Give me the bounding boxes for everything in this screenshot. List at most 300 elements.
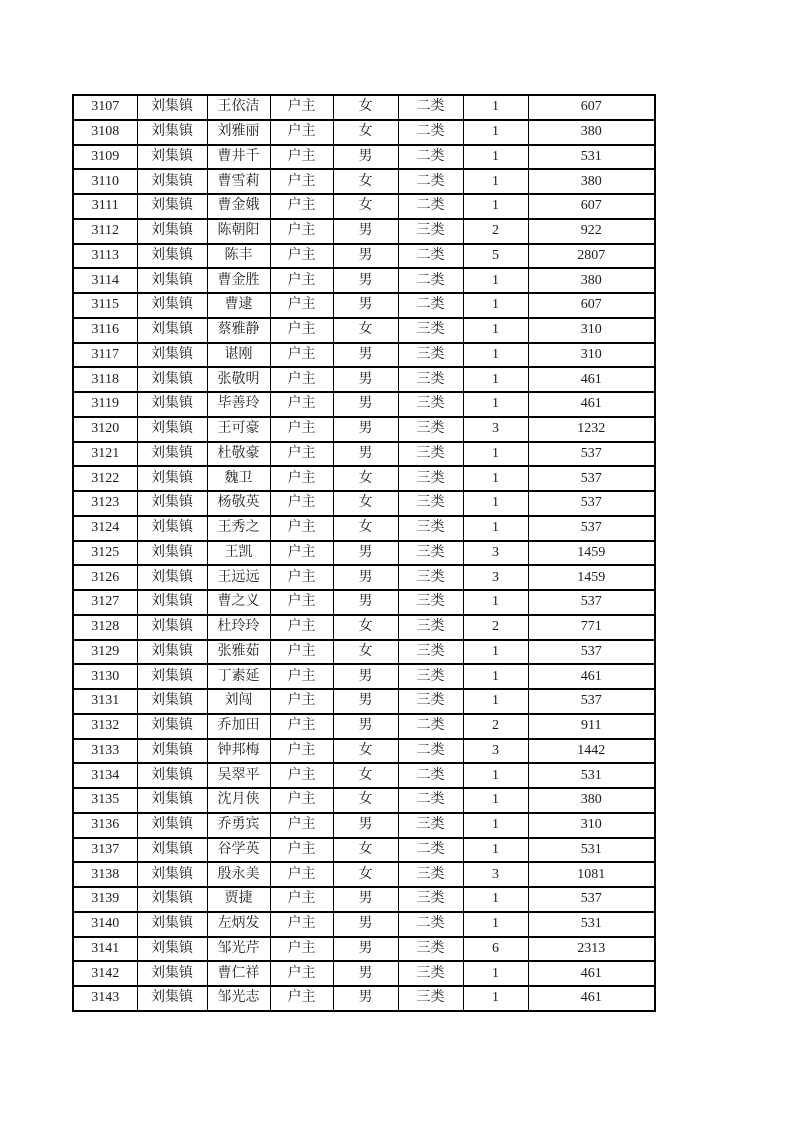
cell-relation: 户主	[270, 169, 333, 194]
cell-person-count: 1	[463, 912, 528, 937]
cell-gender: 女	[333, 466, 398, 491]
cell-person-name: 乔勇宾	[207, 813, 270, 838]
cell-person-name: 陈朝阳	[207, 219, 270, 244]
cell-person-count: 3	[463, 862, 528, 887]
cell-amount: 310	[528, 343, 655, 368]
cell-relation: 户主	[270, 466, 333, 491]
cell-category: 三类	[398, 813, 463, 838]
cell-person-count: 1	[463, 268, 528, 293]
table-row	[73, 145, 655, 170]
cell-serial-number: 3123	[73, 491, 137, 516]
cell-person-name: 杜玲玲	[207, 615, 270, 640]
cell-amount: 461	[528, 664, 655, 689]
cell-amount: 537	[528, 689, 655, 714]
cell-serial-number: 3129	[73, 640, 137, 665]
cell-category: 二类	[398, 788, 463, 813]
cell-category: 二类	[398, 120, 463, 145]
cell-serial-number: 3127	[73, 590, 137, 615]
cell-serial-number: 3138	[73, 862, 137, 887]
cell-person-name: 丁素延	[207, 664, 270, 689]
cell-town: 刘集镇	[137, 664, 207, 689]
cell-category: 三类	[398, 318, 463, 343]
cell-relation: 户主	[270, 640, 333, 665]
cell-person-name: 王秀之	[207, 516, 270, 541]
cell-category: 三类	[398, 541, 463, 566]
cell-person-count: 1	[463, 169, 528, 194]
cell-serial-number: 3115	[73, 293, 137, 318]
cell-relation: 户主	[270, 565, 333, 590]
cell-category: 二类	[398, 194, 463, 219]
cell-town: 刘集镇	[137, 813, 207, 838]
cell-person-name: 蔡雅静	[207, 318, 270, 343]
cell-person-count: 1	[463, 516, 528, 541]
cell-gender: 男	[333, 244, 398, 269]
cell-person-count: 1	[463, 961, 528, 986]
cell-serial-number: 3113	[73, 244, 137, 269]
cell-person-count: 1	[463, 788, 528, 813]
cell-person-name: 殷永美	[207, 862, 270, 887]
cell-gender: 男	[333, 813, 398, 838]
cell-person-count: 1	[463, 590, 528, 615]
cell-relation: 户主	[270, 788, 333, 813]
cell-category: 二类	[398, 838, 463, 863]
cell-person-count: 1	[463, 838, 528, 863]
cell-category: 三类	[398, 590, 463, 615]
cell-serial-number: 3112	[73, 219, 137, 244]
cell-serial-number: 3111	[73, 194, 137, 219]
cell-relation: 户主	[270, 862, 333, 887]
table-body	[73, 95, 655, 1011]
cell-gender: 女	[333, 838, 398, 863]
cell-person-name: 王依洁	[207, 95, 270, 120]
cell-amount: 461	[528, 367, 655, 392]
cell-relation: 户主	[270, 120, 333, 145]
cell-category: 二类	[398, 912, 463, 937]
cell-relation: 户主	[270, 244, 333, 269]
cell-category: 二类	[398, 739, 463, 764]
cell-person-count: 1	[463, 491, 528, 516]
cell-amount: 2313	[528, 937, 655, 962]
cell-gender: 女	[333, 95, 398, 120]
cell-gender: 女	[333, 862, 398, 887]
table-row	[73, 392, 655, 417]
cell-town: 刘集镇	[137, 95, 207, 120]
cell-person-count: 6	[463, 937, 528, 962]
cell-serial-number: 3110	[73, 169, 137, 194]
cell-category: 三类	[398, 219, 463, 244]
cell-relation: 户主	[270, 887, 333, 912]
cell-gender: 男	[333, 937, 398, 962]
cell-category: 三类	[398, 491, 463, 516]
cell-town: 刘集镇	[137, 763, 207, 788]
cell-gender: 男	[333, 565, 398, 590]
table-row	[73, 640, 655, 665]
cell-gender: 男	[333, 392, 398, 417]
table-row	[73, 862, 655, 887]
cell-person-count: 3	[463, 739, 528, 764]
table-row	[73, 120, 655, 145]
cell-relation: 户主	[270, 590, 333, 615]
table-row	[73, 689, 655, 714]
cell-amount: 537	[528, 640, 655, 665]
table-row	[73, 739, 655, 764]
cell-category: 三类	[398, 392, 463, 417]
cell-town: 刘集镇	[137, 838, 207, 863]
cell-person-name: 曹之义	[207, 590, 270, 615]
cell-serial-number: 3120	[73, 417, 137, 442]
cell-amount: 1081	[528, 862, 655, 887]
cell-town: 刘集镇	[137, 788, 207, 813]
cell-person-name: 乔加田	[207, 714, 270, 739]
cell-relation: 户主	[270, 615, 333, 640]
cell-category: 三类	[398, 862, 463, 887]
cell-serial-number: 3134	[73, 763, 137, 788]
cell-category: 二类	[398, 169, 463, 194]
cell-amount: 380	[528, 268, 655, 293]
cell-amount: 531	[528, 763, 655, 788]
cell-person-name: 张雅茹	[207, 640, 270, 665]
cell-serial-number: 3139	[73, 887, 137, 912]
cell-person-count: 1	[463, 887, 528, 912]
cell-category: 三类	[398, 565, 463, 590]
cell-relation: 户主	[270, 664, 333, 689]
cell-person-count: 1	[463, 343, 528, 368]
cell-gender: 女	[333, 169, 398, 194]
cell-gender: 男	[333, 714, 398, 739]
cell-serial-number: 3119	[73, 392, 137, 417]
table-row	[73, 318, 655, 343]
cell-serial-number: 3143	[73, 986, 137, 1011]
cell-person-name: 张敬明	[207, 367, 270, 392]
table-row	[73, 194, 655, 219]
cell-town: 刘集镇	[137, 343, 207, 368]
cell-serial-number: 3107	[73, 95, 137, 120]
cell-relation: 户主	[270, 219, 333, 244]
cell-gender: 男	[333, 541, 398, 566]
cell-town: 刘集镇	[137, 862, 207, 887]
cell-person-count: 1	[463, 95, 528, 120]
cell-serial-number: 3132	[73, 714, 137, 739]
cell-amount: 310	[528, 813, 655, 838]
cell-person-count: 1	[463, 986, 528, 1011]
cell-amount: 2807	[528, 244, 655, 269]
cell-category: 三类	[398, 343, 463, 368]
cell-serial-number: 3118	[73, 367, 137, 392]
cell-person-count: 1	[463, 640, 528, 665]
cell-gender: 女	[333, 318, 398, 343]
cell-amount: 922	[528, 219, 655, 244]
cell-person-name: 刘闯	[207, 689, 270, 714]
cell-person-count: 1	[463, 813, 528, 838]
cell-person-name: 王远远	[207, 565, 270, 590]
cell-person-name: 魏卫	[207, 466, 270, 491]
cell-town: 刘集镇	[137, 912, 207, 937]
cell-person-count: 3	[463, 565, 528, 590]
cell-person-name: 谌刚	[207, 343, 270, 368]
cell-relation: 户主	[270, 714, 333, 739]
cell-gender: 男	[333, 961, 398, 986]
cell-category: 三类	[398, 442, 463, 467]
cell-category: 三类	[398, 937, 463, 962]
cell-person-name: 王凯	[207, 541, 270, 566]
cell-person-name: 左炳发	[207, 912, 270, 937]
cell-town: 刘集镇	[137, 293, 207, 318]
cell-amount: 310	[528, 318, 655, 343]
cell-serial-number: 3135	[73, 788, 137, 813]
cell-person-name: 杨敬英	[207, 491, 270, 516]
cell-gender: 女	[333, 491, 398, 516]
cell-amount: 380	[528, 120, 655, 145]
table-row	[73, 417, 655, 442]
cell-relation: 户主	[270, 95, 333, 120]
cell-gender: 男	[333, 689, 398, 714]
cell-serial-number: 3128	[73, 615, 137, 640]
cell-town: 刘集镇	[137, 145, 207, 170]
cell-amount: 531	[528, 838, 655, 863]
cell-person-count: 1	[463, 392, 528, 417]
cell-category: 二类	[398, 714, 463, 739]
cell-town: 刘集镇	[137, 590, 207, 615]
cell-town: 刘集镇	[137, 194, 207, 219]
cell-gender: 男	[333, 664, 398, 689]
cell-serial-number: 3130	[73, 664, 137, 689]
cell-town: 刘集镇	[137, 466, 207, 491]
cell-gender: 女	[333, 763, 398, 788]
cell-relation: 户主	[270, 442, 333, 467]
cell-amount: 531	[528, 145, 655, 170]
cell-gender: 男	[333, 219, 398, 244]
cell-amount: 607	[528, 95, 655, 120]
cell-relation: 户主	[270, 516, 333, 541]
cell-amount: 1232	[528, 417, 655, 442]
cell-town: 刘集镇	[137, 219, 207, 244]
cell-person-count: 1	[463, 145, 528, 170]
table-row	[73, 367, 655, 392]
cell-amount: 537	[528, 442, 655, 467]
cell-person-name: 杜敬豪	[207, 442, 270, 467]
cell-person-name: 曹雪莉	[207, 169, 270, 194]
table-row	[73, 343, 655, 368]
cell-person-name: 沈月侠	[207, 788, 270, 813]
cell-relation: 户主	[270, 343, 333, 368]
cell-gender: 女	[333, 516, 398, 541]
cell-relation: 户主	[270, 318, 333, 343]
cell-serial-number: 3131	[73, 689, 137, 714]
cell-serial-number: 3137	[73, 838, 137, 863]
cell-category: 三类	[398, 417, 463, 442]
cell-category: 三类	[398, 466, 463, 491]
table-row	[73, 615, 655, 640]
cell-person-count: 1	[463, 664, 528, 689]
table-row	[73, 491, 655, 516]
cell-category: 二类	[398, 145, 463, 170]
cell-relation: 户主	[270, 986, 333, 1011]
cell-person-name: 刘雅丽	[207, 120, 270, 145]
cell-town: 刘集镇	[137, 961, 207, 986]
cell-person-count: 1	[463, 763, 528, 788]
cell-town: 刘集镇	[137, 640, 207, 665]
cell-category: 三类	[398, 615, 463, 640]
cell-relation: 户主	[270, 763, 333, 788]
cell-gender: 女	[333, 739, 398, 764]
cell-town: 刘集镇	[137, 714, 207, 739]
cell-category: 二类	[398, 293, 463, 318]
table-row	[73, 565, 655, 590]
cell-serial-number: 3121	[73, 442, 137, 467]
cell-relation: 户主	[270, 541, 333, 566]
cell-gender: 女	[333, 120, 398, 145]
table-row	[73, 838, 655, 863]
cell-person-name: 曹仁祥	[207, 961, 270, 986]
cell-gender: 男	[333, 343, 398, 368]
cell-town: 刘集镇	[137, 491, 207, 516]
cell-category: 三类	[398, 664, 463, 689]
table-row	[73, 664, 655, 689]
cell-amount: 1459	[528, 541, 655, 566]
cell-gender: 男	[333, 442, 398, 467]
table-row	[73, 516, 655, 541]
cell-person-count: 2	[463, 219, 528, 244]
cell-category: 三类	[398, 986, 463, 1011]
cell-person-name: 陈丰	[207, 244, 270, 269]
cell-person-count: 1	[463, 194, 528, 219]
cell-person-count: 1	[463, 293, 528, 318]
cell-gender: 女	[333, 615, 398, 640]
cell-town: 刘集镇	[137, 244, 207, 269]
cell-serial-number: 3108	[73, 120, 137, 145]
cell-town: 刘集镇	[137, 739, 207, 764]
cell-serial-number: 3122	[73, 466, 137, 491]
cell-person-count: 1	[463, 367, 528, 392]
cell-amount: 537	[528, 590, 655, 615]
cell-amount: 461	[528, 392, 655, 417]
cell-person-count: 1	[463, 466, 528, 491]
cell-relation: 户主	[270, 145, 333, 170]
table-row	[73, 442, 655, 467]
cell-relation: 户主	[270, 293, 333, 318]
table-row	[73, 466, 655, 491]
cell-serial-number: 3126	[73, 565, 137, 590]
cell-relation: 户主	[270, 367, 333, 392]
cell-amount: 607	[528, 194, 655, 219]
cell-person-count: 3	[463, 541, 528, 566]
cell-person-count: 1	[463, 442, 528, 467]
cell-person-name: 曹井千	[207, 145, 270, 170]
cell-town: 刘集镇	[137, 442, 207, 467]
cell-town: 刘集镇	[137, 516, 207, 541]
cell-category: 二类	[398, 95, 463, 120]
cell-relation: 户主	[270, 813, 333, 838]
cell-person-count: 2	[463, 714, 528, 739]
cell-person-count: 5	[463, 244, 528, 269]
cell-relation: 户主	[270, 491, 333, 516]
cell-gender: 男	[333, 986, 398, 1011]
cell-amount: 911	[528, 714, 655, 739]
cell-gender: 男	[333, 293, 398, 318]
table-row	[73, 887, 655, 912]
table-row	[73, 961, 655, 986]
cell-person-name: 曹逮	[207, 293, 270, 318]
cell-category: 三类	[398, 689, 463, 714]
cell-relation: 户主	[270, 937, 333, 962]
cell-person-name: 曹金娥	[207, 194, 270, 219]
cell-relation: 户主	[270, 739, 333, 764]
table-row	[73, 813, 655, 838]
cell-category: 三类	[398, 961, 463, 986]
table-row	[73, 788, 655, 813]
cell-serial-number: 3109	[73, 145, 137, 170]
cell-amount: 771	[528, 615, 655, 640]
cell-town: 刘集镇	[137, 120, 207, 145]
cell-relation: 户主	[270, 194, 333, 219]
cell-serial-number: 3142	[73, 961, 137, 986]
cell-category: 三类	[398, 887, 463, 912]
cell-town: 刘集镇	[137, 565, 207, 590]
cell-town: 刘集镇	[137, 367, 207, 392]
cell-person-name: 邹光志	[207, 986, 270, 1011]
cell-serial-number: 3133	[73, 739, 137, 764]
table-row	[73, 219, 655, 244]
table-row	[73, 293, 655, 318]
table-row	[73, 937, 655, 962]
cell-amount: 380	[528, 788, 655, 813]
cell-person-name: 曹金胜	[207, 268, 270, 293]
cell-category: 二类	[398, 268, 463, 293]
cell-town: 刘集镇	[137, 318, 207, 343]
cell-town: 刘集镇	[137, 541, 207, 566]
cell-gender: 男	[333, 417, 398, 442]
cell-town: 刘集镇	[137, 615, 207, 640]
cell-gender: 男	[333, 590, 398, 615]
cell-gender: 男	[333, 145, 398, 170]
cell-amount: 537	[528, 466, 655, 491]
cell-person-name: 钟邦梅	[207, 739, 270, 764]
cell-relation: 户主	[270, 392, 333, 417]
cell-serial-number: 3116	[73, 318, 137, 343]
cell-category: 三类	[398, 367, 463, 392]
table-row	[73, 912, 655, 937]
table-row	[73, 541, 655, 566]
cell-amount: 380	[528, 169, 655, 194]
cell-relation: 户主	[270, 912, 333, 937]
cell-category: 三类	[398, 640, 463, 665]
table-row	[73, 714, 655, 739]
cell-person-name: 吴翠平	[207, 763, 270, 788]
cell-gender: 女	[333, 194, 398, 219]
cell-town: 刘集镇	[137, 268, 207, 293]
cell-relation: 户主	[270, 961, 333, 986]
cell-person-name: 贾捷	[207, 887, 270, 912]
cell-serial-number: 3114	[73, 268, 137, 293]
cell-person-count: 1	[463, 120, 528, 145]
cell-person-count: 3	[463, 417, 528, 442]
cell-amount: 461	[528, 961, 655, 986]
table-row	[73, 95, 655, 120]
cell-serial-number: 3125	[73, 541, 137, 566]
table-row	[73, 590, 655, 615]
cell-category: 二类	[398, 763, 463, 788]
cell-relation: 户主	[270, 268, 333, 293]
cell-relation: 户主	[270, 417, 333, 442]
cell-town: 刘集镇	[137, 887, 207, 912]
cell-amount: 537	[528, 887, 655, 912]
cell-person-count: 1	[463, 318, 528, 343]
cell-town: 刘集镇	[137, 986, 207, 1011]
cell-category: 二类	[398, 244, 463, 269]
cell-town: 刘集镇	[137, 392, 207, 417]
cell-category: 三类	[398, 516, 463, 541]
cell-town: 刘集镇	[137, 689, 207, 714]
